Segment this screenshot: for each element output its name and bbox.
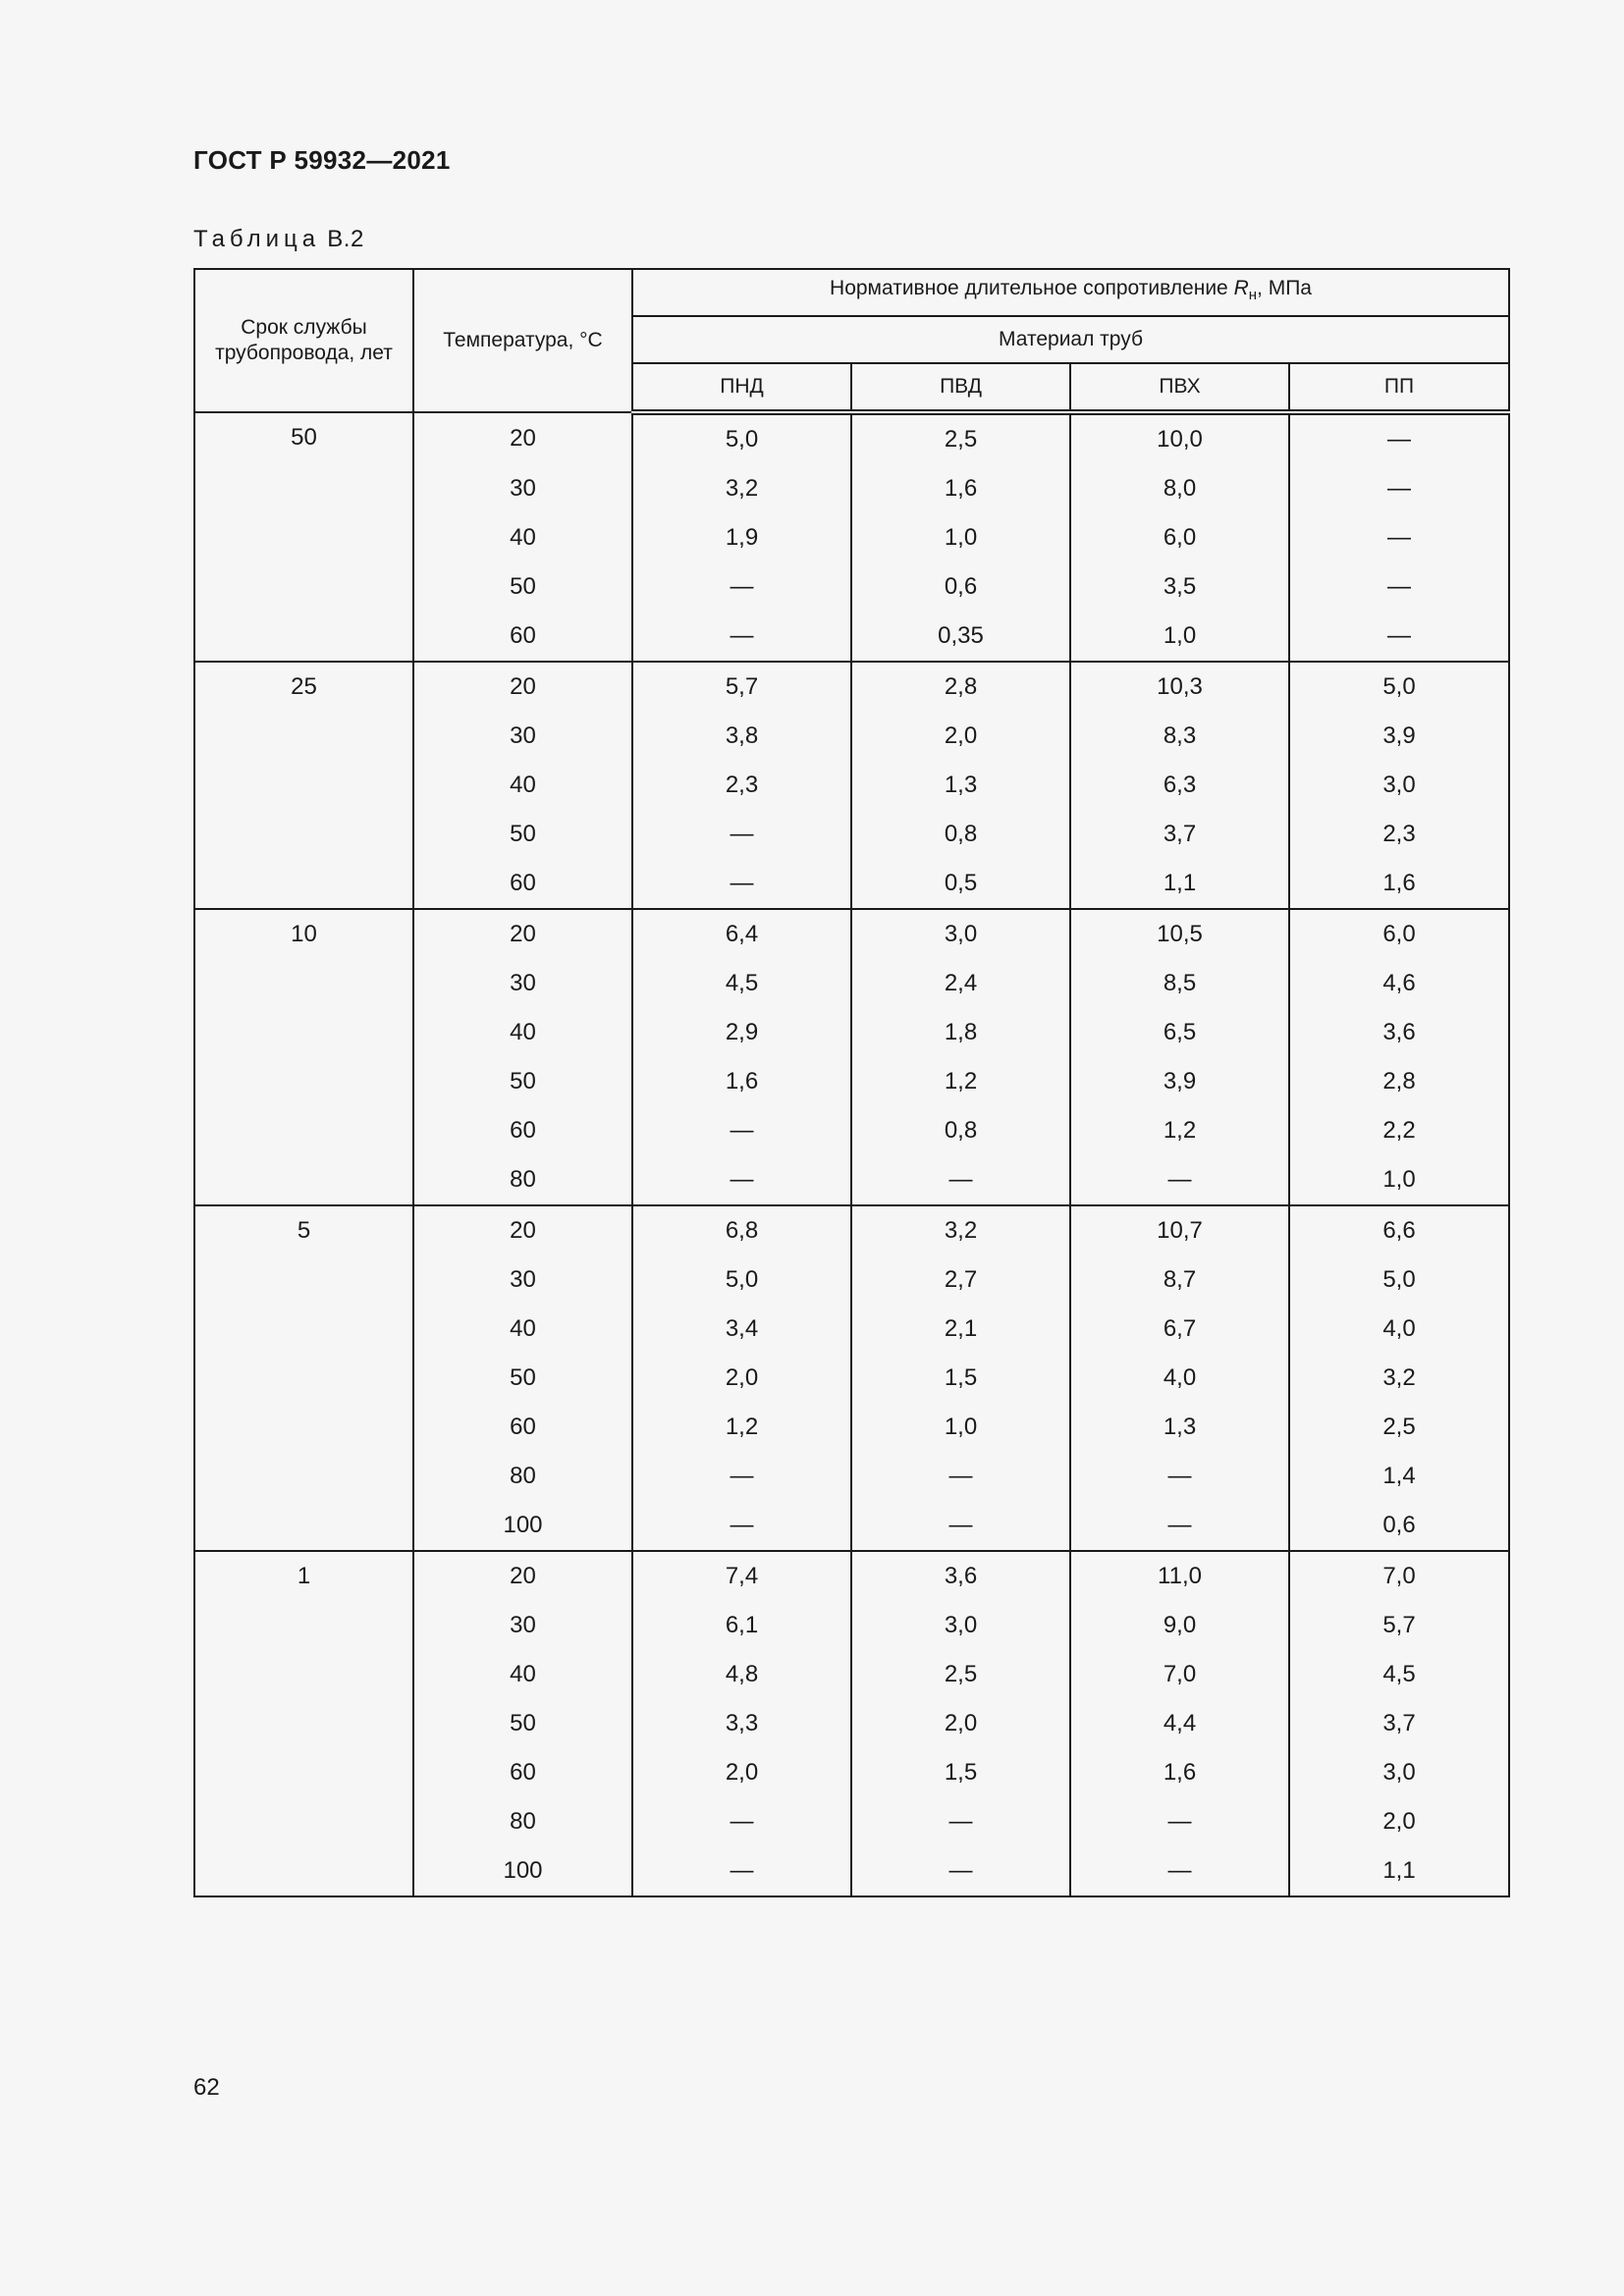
cell-pvd: 3,2	[851, 1205, 1070, 1255]
cell-pvh: 6,3	[1070, 761, 1289, 810]
header-resistance-prefix: Нормативное длительное сопротивление	[830, 277, 1234, 300]
table-caption-number: В.2	[327, 226, 364, 252]
cell-temperature: 60	[413, 612, 632, 662]
cell-pp: —	[1289, 612, 1509, 662]
cell-pvh: 9,0	[1070, 1601, 1289, 1650]
cell-pp: 5,7	[1289, 1601, 1509, 1650]
cell-pp: 2,8	[1289, 1057, 1509, 1106]
cell-temperature: 40	[413, 513, 632, 562]
header-temperature: Температура, °C	[413, 269, 632, 412]
cell-temperature: 30	[413, 1255, 632, 1305]
cell-pnd: —	[632, 1106, 851, 1155]
cell-pvh: 3,9	[1070, 1057, 1289, 1106]
cell-pp: 3,7	[1289, 1699, 1509, 1748]
cell-pnd: 2,3	[632, 761, 851, 810]
cell-pnd: —	[632, 1452, 851, 1501]
cell-pvd: 3,6	[851, 1551, 1070, 1601]
cell-pvd: 3,0	[851, 909, 1070, 959]
cell-pvd: —	[851, 1797, 1070, 1846]
cell-pvh: 1,3	[1070, 1403, 1289, 1452]
cell-pvd: 2,4	[851, 959, 1070, 1008]
cell-pp: 6,0	[1289, 909, 1509, 959]
cell-service-life: 50	[194, 412, 413, 662]
cell-pp: 2,0	[1289, 1797, 1509, 1846]
cell-pvh: 8,5	[1070, 959, 1289, 1008]
cell-temperature: 60	[413, 859, 632, 909]
cell-temperature: 20	[413, 909, 632, 959]
cell-pnd: —	[632, 612, 851, 662]
cell-pp: 7,0	[1289, 1551, 1509, 1601]
cell-pvd: 0,8	[851, 1106, 1070, 1155]
cell-pnd: —	[632, 1155, 851, 1205]
cell-pnd: —	[632, 1846, 851, 1896]
cell-pvd: 0,6	[851, 562, 1070, 612]
cell-pvd: 0,35	[851, 612, 1070, 662]
cell-pvh: —	[1070, 1501, 1289, 1551]
cell-pnd: 6,1	[632, 1601, 851, 1650]
cell-temperature: 80	[413, 1155, 632, 1205]
cell-pnd: —	[632, 1501, 851, 1551]
header-material-pp: ПП	[1289, 363, 1509, 412]
cell-pvd: —	[851, 1501, 1070, 1551]
table-row	[194, 1551, 1509, 1601]
cell-pp: 3,0	[1289, 761, 1509, 810]
cell-pvh: 6,5	[1070, 1008, 1289, 1057]
cell-temperature: 20	[413, 412, 632, 464]
cell-pvh: 4,0	[1070, 1354, 1289, 1403]
cell-pvh: 6,0	[1070, 513, 1289, 562]
header-resistance-subscript: н	[1248, 287, 1258, 304]
cell-pvh: 1,1	[1070, 859, 1289, 909]
cell-pvd: 2,0	[851, 712, 1070, 761]
table-row	[194, 1205, 1509, 1255]
cell-temperature: 40	[413, 761, 632, 810]
cell-pvh: —	[1070, 1155, 1289, 1205]
table-row	[194, 662, 1509, 712]
cell-temperature: 50	[413, 1354, 632, 1403]
cell-temperature: 30	[413, 1601, 632, 1650]
cell-pp: 2,5	[1289, 1403, 1509, 1452]
cell-service-life: 10	[194, 909, 413, 1205]
cell-pnd: 3,4	[632, 1305, 851, 1354]
cell-pnd: 2,9	[632, 1008, 851, 1057]
cell-pp: 4,6	[1289, 959, 1509, 1008]
cell-pnd: 2,0	[632, 1748, 851, 1797]
document-code-header: ГОСТ Р 59932—2021	[193, 145, 451, 175]
cell-pp: 1,6	[1289, 859, 1509, 909]
table-body	[194, 412, 1509, 1896]
cell-pnd: —	[632, 1797, 851, 1846]
cell-pvh: 8,7	[1070, 1255, 1289, 1305]
cell-pvd: 0,5	[851, 859, 1070, 909]
cell-temperature: 50	[413, 562, 632, 612]
cell-pnd: 1,2	[632, 1403, 851, 1452]
cell-temperature: 20	[413, 1551, 632, 1601]
cell-pvh: 1,0	[1070, 612, 1289, 662]
cell-pvd: 3,0	[851, 1601, 1070, 1650]
cell-pp: —	[1289, 562, 1509, 612]
header-material: Материал труб	[632, 316, 1509, 363]
cell-pvd: 0,8	[851, 810, 1070, 859]
cell-pnd: 3,2	[632, 464, 851, 513]
cell-pp: 2,2	[1289, 1106, 1509, 1155]
cell-pvd: 1,5	[851, 1748, 1070, 1797]
cell-pnd: 7,4	[632, 1551, 851, 1601]
cell-temperature: 30	[413, 464, 632, 513]
cell-pvh: 4,4	[1070, 1699, 1289, 1748]
cell-temperature: 50	[413, 1699, 632, 1748]
cell-temperature: 100	[413, 1501, 632, 1551]
cell-pnd: 5,0	[632, 412, 851, 464]
cell-pnd: 6,8	[632, 1205, 851, 1255]
cell-pvd: 1,6	[851, 464, 1070, 513]
cell-pnd: 4,8	[632, 1650, 851, 1699]
cell-pp: 1,4	[1289, 1452, 1509, 1501]
cell-pvh: —	[1070, 1846, 1289, 1896]
cell-pp: 3,2	[1289, 1354, 1509, 1403]
cell-temperature: 30	[413, 959, 632, 1008]
cell-temperature: 50	[413, 810, 632, 859]
cell-pnd: 3,3	[632, 1699, 851, 1748]
cell-pp: 1,0	[1289, 1155, 1509, 1205]
cell-pp: 0,6	[1289, 1501, 1509, 1551]
cell-pnd: 1,6	[632, 1057, 851, 1106]
cell-pvd: 2,8	[851, 662, 1070, 712]
table-row	[194, 412, 1509, 464]
cell-temperature: 60	[413, 1106, 632, 1155]
cell-pnd: 2,0	[632, 1354, 851, 1403]
cell-pnd: 3,8	[632, 712, 851, 761]
cell-pp: 5,0	[1289, 662, 1509, 712]
cell-pvh: 10,7	[1070, 1205, 1289, 1255]
cell-temperature: 50	[413, 1057, 632, 1106]
cell-temperature: 100	[413, 1846, 632, 1896]
cell-pvh: —	[1070, 1797, 1289, 1846]
cell-pp: —	[1289, 412, 1509, 464]
cell-pp: 3,6	[1289, 1008, 1509, 1057]
cell-service-life: 5	[194, 1205, 413, 1551]
cell-pp: 1,1	[1289, 1846, 1509, 1896]
cell-pvd: 1,0	[851, 1403, 1070, 1452]
cell-temperature: 60	[413, 1748, 632, 1797]
cell-pvh: 3,5	[1070, 562, 1289, 612]
header-material-pvh: ПВХ	[1070, 363, 1289, 412]
cell-pvh: 8,3	[1070, 712, 1289, 761]
cell-pp: 5,0	[1289, 1255, 1509, 1305]
cell-pvd: 2,0	[851, 1699, 1070, 1748]
cell-pvd: —	[851, 1452, 1070, 1501]
cell-pp: 4,0	[1289, 1305, 1509, 1354]
cell-pvd: 1,2	[851, 1057, 1070, 1106]
header-resistance-symbol: R	[1233, 277, 1249, 300]
cell-pvd: 2,5	[851, 412, 1070, 464]
cell-temperature: 20	[413, 1205, 632, 1255]
cell-pp: 3,9	[1289, 712, 1509, 761]
cell-pvd: 2,7	[851, 1255, 1070, 1305]
cell-pvh: 10,5	[1070, 909, 1289, 959]
cell-pnd: —	[632, 562, 851, 612]
cell-pnd: 5,0	[632, 1255, 851, 1305]
cell-pvd: 1,3	[851, 761, 1070, 810]
table-row	[194, 909, 1509, 959]
cell-pvh: 8,0	[1070, 464, 1289, 513]
cell-pvh: —	[1070, 1452, 1289, 1501]
cell-pvh: 1,2	[1070, 1106, 1289, 1155]
cell-temperature: 80	[413, 1452, 632, 1501]
header-material-pnd: ПНД	[632, 363, 851, 412]
cell-temperature: 40	[413, 1008, 632, 1057]
cell-temperature: 60	[413, 1403, 632, 1452]
cell-pvd: —	[851, 1155, 1070, 1205]
cell-pnd: 6,4	[632, 909, 851, 959]
cell-pvd: 1,8	[851, 1008, 1070, 1057]
header-resistance	[632, 269, 1509, 316]
cell-pvd: —	[851, 1846, 1070, 1896]
cell-pnd: —	[632, 859, 851, 909]
cell-pp: 3,0	[1289, 1748, 1509, 1797]
cell-pp: 4,5	[1289, 1650, 1509, 1699]
cell-pvh: 10,3	[1070, 662, 1289, 712]
cell-pp: 2,3	[1289, 810, 1509, 859]
cell-pvd: 1,5	[851, 1354, 1070, 1403]
cell-temperature: 20	[413, 662, 632, 712]
cell-pnd: 5,7	[632, 662, 851, 712]
cell-pnd: 4,5	[632, 959, 851, 1008]
cell-temperature: 40	[413, 1305, 632, 1354]
cell-pp: 6,6	[1289, 1205, 1509, 1255]
table-caption-word: Таблица	[193, 226, 321, 252]
cell-pvh: 1,6	[1070, 1748, 1289, 1797]
cell-service-life: 25	[194, 662, 413, 909]
page-number: 62	[193, 2074, 220, 2101]
cell-pvh: 11,0	[1070, 1551, 1289, 1601]
cell-pvd: 2,1	[851, 1305, 1070, 1354]
cell-pvh: 10,0	[1070, 412, 1289, 464]
header-material-pvd: ПВД	[851, 363, 1070, 412]
header-service-life: Срок службы трубопровода, лет	[194, 269, 413, 412]
table-caption	[193, 226, 364, 253]
cell-temperature: 40	[413, 1650, 632, 1699]
cell-temperature: 80	[413, 1797, 632, 1846]
cell-pp: —	[1289, 464, 1509, 513]
cell-pvd: 1,0	[851, 513, 1070, 562]
cell-pvd: 2,5	[851, 1650, 1070, 1699]
cell-pvh: 6,7	[1070, 1305, 1289, 1354]
cell-service-life: 1	[194, 1551, 413, 1896]
cell-pnd: 1,9	[632, 513, 851, 562]
cell-temperature: 30	[413, 712, 632, 761]
cell-pvh: 3,7	[1070, 810, 1289, 859]
cell-pnd: —	[632, 810, 851, 859]
header-resistance-suffix: , МПа	[1257, 277, 1312, 300]
cell-pp: —	[1289, 513, 1509, 562]
resistance-table	[193, 268, 1510, 1897]
cell-pvh: 7,0	[1070, 1650, 1289, 1699]
